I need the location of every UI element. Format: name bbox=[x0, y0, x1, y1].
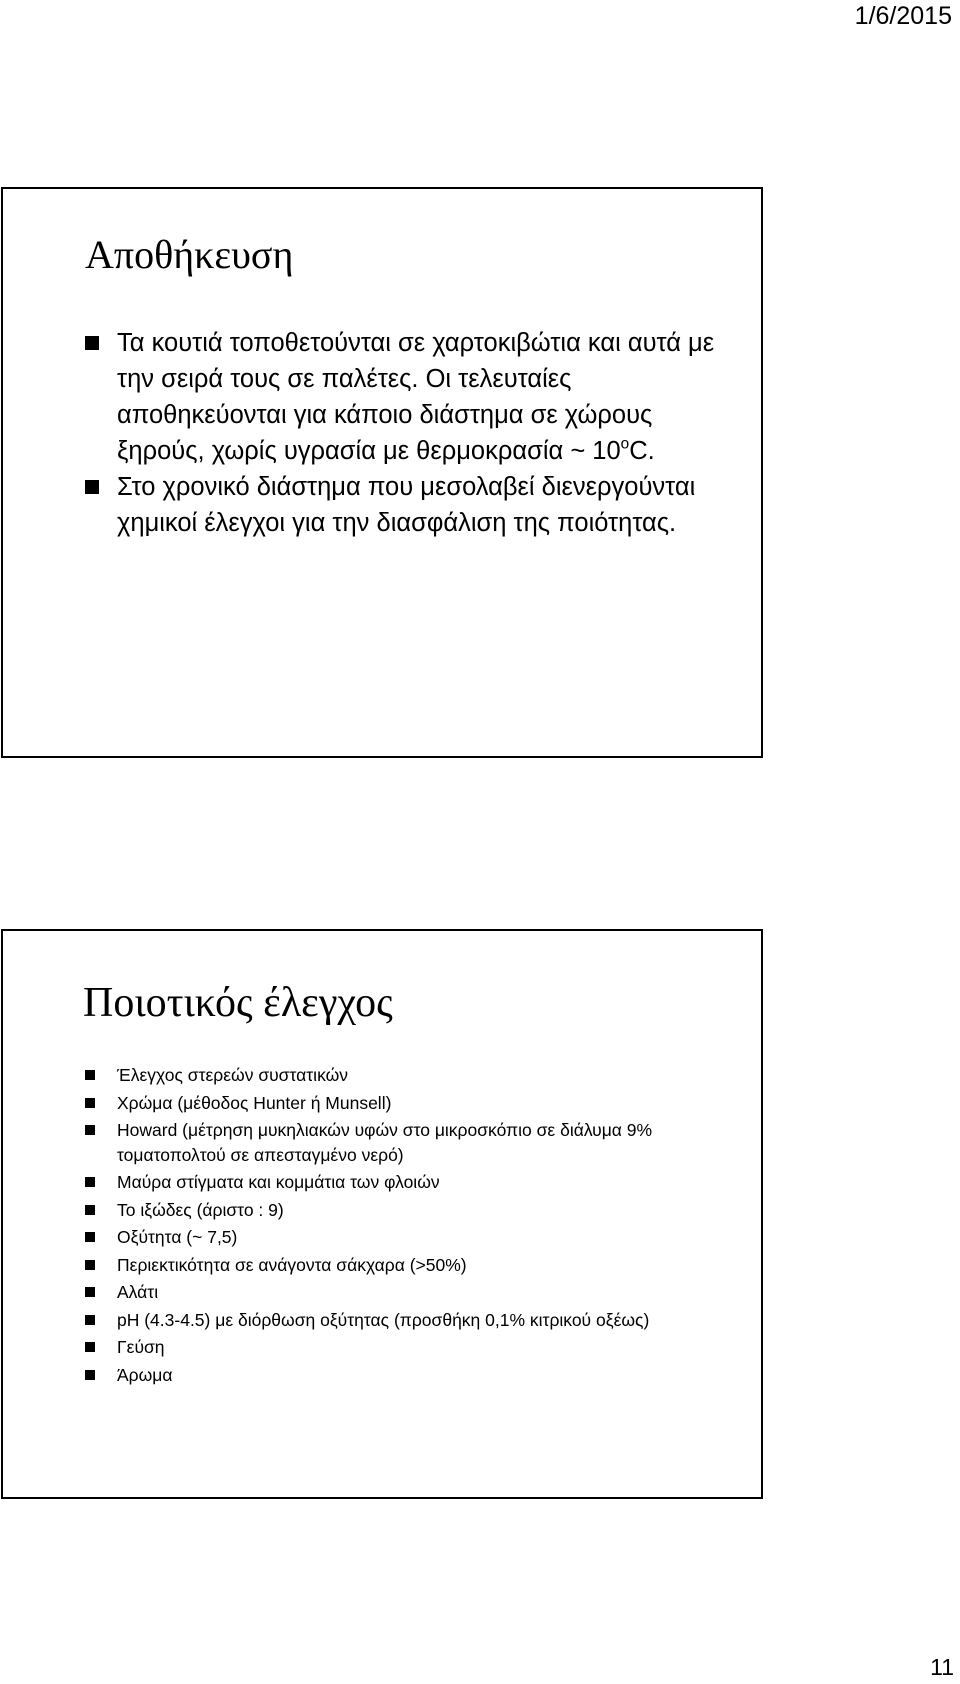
bullet-text: Στο χρονικό διάστημα που μεσολαβεί διενεργούνται χημικοί έλεγχοι για την διασφάλιση της ποιότητας. bbox=[117, 473, 696, 537]
square-bullet-icon bbox=[85, 480, 99, 494]
bullet-item bbox=[85, 1118, 735, 1167]
square-bullet-icon bbox=[85, 1177, 95, 1187]
square-bullet-icon bbox=[85, 1315, 95, 1325]
square-bullet-icon bbox=[85, 1205, 95, 1215]
square-bullet-icon bbox=[85, 1098, 95, 1108]
bullet-item bbox=[85, 325, 735, 469]
bullet-text: Άρωμα bbox=[117, 1364, 173, 1385]
bullet-text: Αλάτι bbox=[117, 1282, 159, 1302]
bullet-text: Μαύρα στίγματα και κομμάτια των φλοιών bbox=[117, 1172, 440, 1192]
square-bullet-icon bbox=[85, 1342, 95, 1352]
bullet-list bbox=[85, 1063, 735, 1390]
slide-title: Ποιοτικός έλεγχος bbox=[83, 980, 393, 1026]
bullet-item bbox=[85, 1063, 735, 1088]
square-bullet-icon bbox=[85, 1125, 95, 1135]
square-bullet-icon bbox=[85, 1260, 95, 1270]
bullet-text: Τα κουτιά τοποθετούνται σε χαρτοκιβώτια και αυτά με την σειρά τους σε παλέτες. Οι τελευταίες αποθηκεύονται για κάποιο διάστημα σε χώρους ξηρούς, χωρίς υγρασία με θερμοκρασία ~ $10^oC$. bbox=[117, 329, 715, 465]
bullet-item bbox=[85, 1170, 735, 1195]
bullet-item bbox=[85, 1308, 735, 1333]
square-bullet-icon bbox=[85, 1070, 95, 1080]
page-number: 11 bbox=[930, 1654, 954, 1680]
bullet-item bbox=[85, 1225, 735, 1250]
bullet-text: Περιεκτικότητα σε ανάγοντα σάκχαρα (>50%) bbox=[117, 1254, 467, 1275]
bullet-item bbox=[85, 1335, 735, 1360]
square-bullet-icon bbox=[85, 1232, 95, 1242]
bullet-text: Χρώμα (μέθοδος Hunter ή Munsell) bbox=[117, 1092, 392, 1113]
bullet-text: Γεύση bbox=[117, 1337, 165, 1357]
square-bullet-icon bbox=[85, 336, 99, 350]
bullet-text: Howard (μέτρηση μυκηλιακών υφών στο μικροσκόπιο σε διάλυμα 9% τοματοπολτού σε απεσταγμένο νερό) bbox=[117, 1120, 653, 1165]
slide-title: Αποθήκευση bbox=[85, 232, 294, 277]
bullet-text: Έλεγχος στερεών συστατικών bbox=[117, 1065, 349, 1085]
bullet-item bbox=[85, 1198, 735, 1223]
square-bullet-icon bbox=[85, 1287, 95, 1297]
bullet-item bbox=[85, 1091, 735, 1116]
bullet-item bbox=[85, 1253, 735, 1278]
bullet-item bbox=[85, 469, 735, 541]
bullet-item bbox=[85, 1280, 735, 1305]
bullet-list bbox=[85, 325, 735, 541]
slide-quality-control bbox=[1, 929, 763, 1499]
bullet-text: pH (4.3-4.5) με διόρθωση οξύτητας (προσθήκη 0,1% κιτρικού οξέως) bbox=[117, 1309, 650, 1330]
page-date: 1/6/2015 bbox=[854, 2, 952, 30]
bullet-text: Το ιξώδες (άριστο : 9) bbox=[117, 1199, 284, 1220]
slide-storage bbox=[1, 187, 763, 758]
bullet-item bbox=[85, 1363, 735, 1388]
bullet-text: Οξύτητα (~ 7,5) bbox=[117, 1227, 238, 1247]
square-bullet-icon bbox=[85, 1370, 95, 1380]
